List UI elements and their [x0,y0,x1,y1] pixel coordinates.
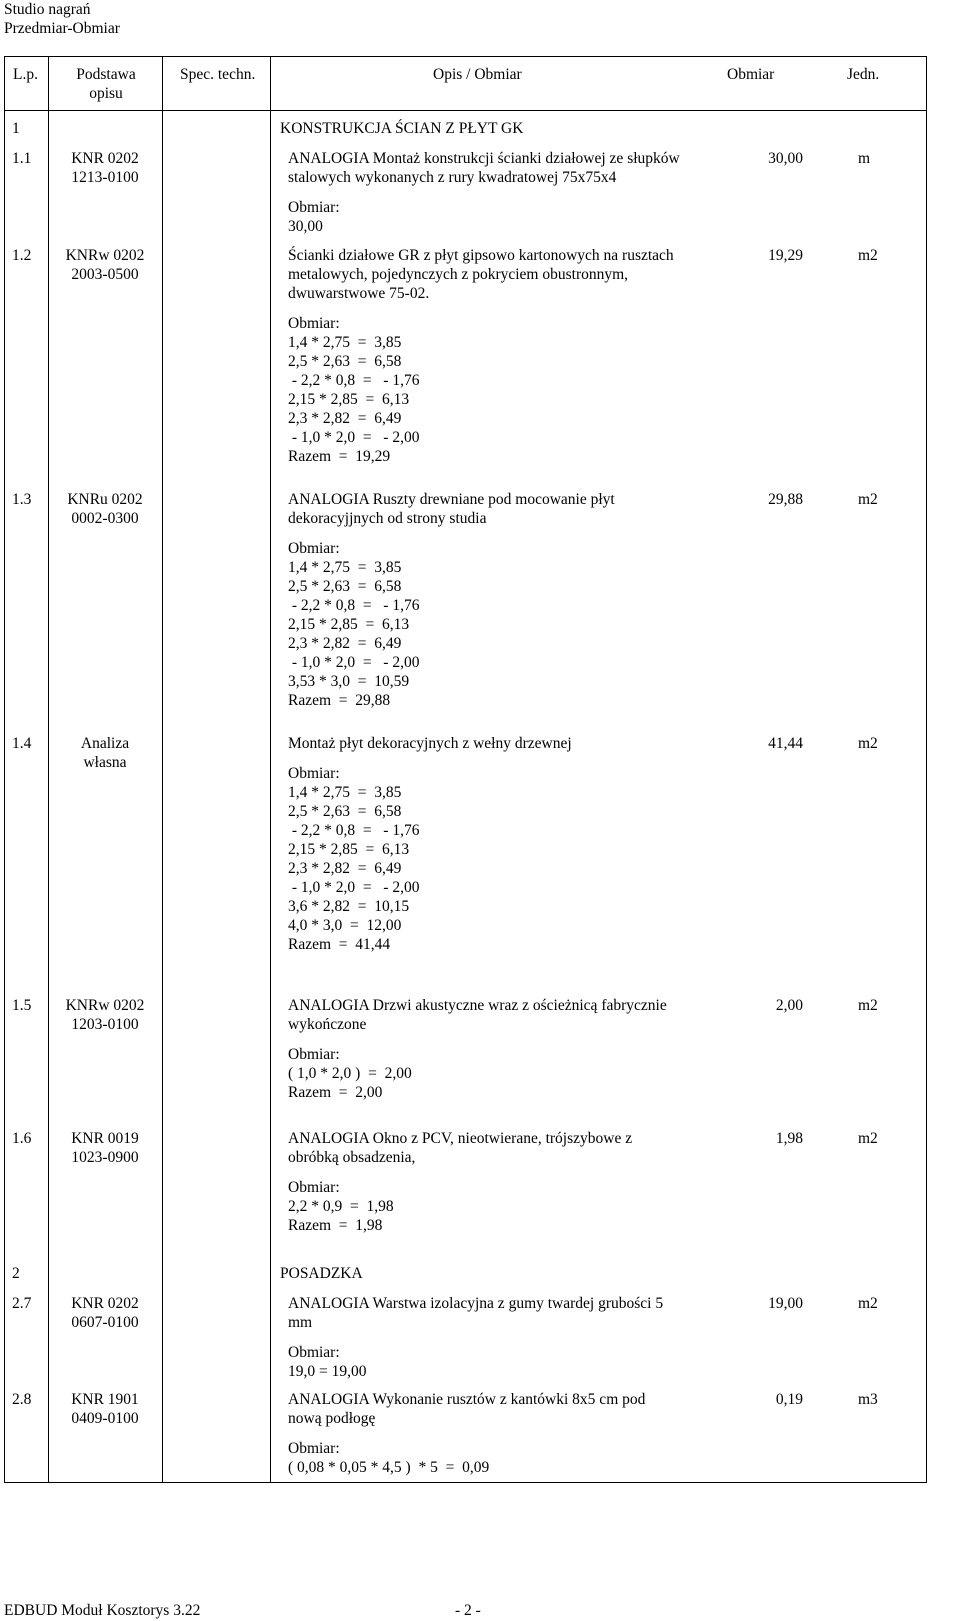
item-basis-code: KNRu 0202 [67,491,143,508]
measurement-line: 1,4 * 2,75 = 3,85 [288,334,402,351]
item-basis-number: 0002-0300 [71,510,139,527]
item-basis-code: KNRw 0202 [65,997,145,1014]
item-lp: 1.6 [12,1130,32,1147]
item-description: ANALOGIA Montaż konstrukcji ścianki działowej ze słupków stalowych wykonanych z rury kwadratowej 75x75x4 [288,150,680,186]
item-quantity: 19,00 [768,1295,803,1312]
item-basis-number: 0409-0100 [71,1410,139,1427]
measurement-line: 2,15 * 2,85 = 6,13 [288,391,410,408]
obmiar-label: Obmiar: [288,199,340,216]
item-lp: 1.3 [12,491,32,508]
col-header-unit: Jedn. [847,66,880,83]
measurement-line: Razem = 29,88 [288,692,391,709]
measurement-line: 2,3 * 2,82 = 6,49 [288,860,402,877]
measurement-line: 30,00 [288,218,323,235]
item-description: ANALOGIA Okno z PCV, nieotwierane, trójszybowe z obróbką obsadzenia, [288,1130,633,1166]
item-unit: m2 [858,1295,878,1312]
item-quantity: 2,00 [775,997,803,1014]
item-measurement [288,1045,412,1102]
item-basis-number: własna [83,754,127,771]
item-basis-code: KNR 0202 [71,1295,139,1312]
table-right-border [926,56,927,1483]
item-quantity: 19,29 [768,247,803,264]
measurement-line: 19,0 = 19,00 [288,1363,367,1380]
item-basis-code: KNRw 0202 [65,247,145,264]
section-number: 1 [12,120,20,137]
col-header-lp: L.p. [13,66,38,83]
measurement-line: Razem = 41,44 [288,936,391,953]
measurement-line: ( 1,0 * 2,0 ) = 2,00 [288,1065,412,1082]
section-title: POSADZKA [280,1265,363,1282]
measurement-line: 2,15 * 2,85 = 6,13 [288,841,410,858]
measurement-line: 3,6 * 2,82 = 10,15 [288,898,410,915]
item-basis-code: KNR 0202 [71,150,139,167]
item-description: ANALOGIA Drzwi akustyczne wraz z ościeżnicą fabrycznie wykończone [288,997,667,1033]
item-quantity: 0,19 [775,1391,803,1408]
item-lp: 1.4 [12,735,32,752]
obmiar-label: Obmiar: [288,1344,340,1361]
item-measurement [288,764,419,954]
measurement-line: 2,5 * 2,63 = 6,58 [288,803,402,820]
item-measurement [288,1439,489,1477]
col-header-spec: Spec. techn. [180,66,256,83]
item-basis-number: 1203-0100 [71,1016,139,1033]
item-measurement [288,539,419,710]
col-header-qty: Obmiar [727,66,775,83]
obmiar-label: Obmiar: [288,765,340,782]
item-description: Montaż płyt dekoracyjnych z wełny drzewnej [288,735,572,752]
column-divider [162,56,163,1483]
measurement-line: 1,4 * 2,75 = 3,85 [288,559,402,576]
footer-page-number: - 2 - [455,1602,481,1619]
measurement-line: Razem = 19,29 [288,448,391,465]
item-measurement [288,198,340,236]
col-header-basis: Podstawa [76,66,136,83]
item-measurement [288,1343,367,1381]
measurement-line: - 2,2 * 0,8 = - 1,76 [288,822,420,839]
measurement-line: - 2,2 * 0,8 = - 1,76 [288,372,420,389]
measurement-line: 2,3 * 2,82 = 6,49 [288,635,402,652]
measurement-line: - 1,0 * 2,0 = - 2,00 [288,429,420,446]
column-divider [270,56,271,1483]
table-top-border [4,56,926,57]
measurement-line: 1,4 * 2,75 = 3,85 [288,784,402,801]
item-lp: 1.5 [12,997,32,1014]
table-bottom-border [4,1482,926,1483]
column-divider [48,56,49,1483]
item-description: ANALOGIA Warstwa izolacyjna z gumy twardej grubości 5 mm [288,1295,664,1331]
obmiar-label: Obmiar: [288,1179,340,1196]
measurement-line: 3,53 * 3,0 = 10,59 [288,673,410,690]
table-left-border [4,56,5,1483]
item-unit: m2 [858,247,878,264]
section-number: 2 [12,1265,20,1282]
document-title: Przedmiar-Obmiar [4,20,120,37]
measurement-line: - 2,2 * 0,8 = - 1,76 [288,597,420,614]
obmiar-label: Obmiar: [288,1440,340,1457]
footer-software: EDBUD Moduł Kosztorys 3.22 [4,1602,201,1619]
measurement-line: ( 0,08 * 0,05 * 4,5 ) * 5 = 0,09 [288,1459,490,1476]
obmiar-label: Obmiar: [288,1046,340,1063]
item-basis-number: 1023-0900 [71,1149,139,1166]
item-description: ANALOGIA Wykonanie rusztów z kantówki 8x5 cm pod nową podłogę [288,1391,646,1427]
item-basis-code: KNR 0019 [71,1130,139,1147]
item-basis-number: 0607-0100 [71,1314,139,1331]
col-header-basis-line2: opisu [89,85,123,102]
measurement-line: - 1,0 * 2,0 = - 2,00 [288,879,420,896]
company-name: Studio nagrań [4,1,91,18]
col-header-desc: Opis / Obmiar [433,66,522,83]
measurement-line: 2,15 * 2,85 = 6,13 [288,616,410,633]
item-lp: 2.7 [12,1295,32,1312]
measurement-line: 2,2 * 0,9 = 1,98 [288,1198,394,1215]
measurement-line: Razem = 2,00 [288,1084,383,1101]
item-basis-number: 1213-0100 [71,169,139,186]
item-measurement [288,1178,394,1235]
item-unit: m2 [858,491,878,508]
header-bottom-border [4,110,926,111]
item-unit: m2 [858,1130,878,1147]
item-basis-number: 2003-0500 [71,266,139,283]
item-measurement [288,314,419,466]
measurement-line: 2,5 * 2,63 = 6,58 [288,353,402,370]
obmiar-label: Obmiar: [288,540,340,557]
item-lp: 2.8 [12,1391,32,1408]
section-title: KONSTRUKCJA ŚCIAN Z PŁYT GK [280,120,524,137]
measurement-line: - 1,0 * 2,0 = - 2,00 [288,654,420,671]
measurement-line: 4,0 * 3,0 = 12,00 [288,917,402,934]
item-quantity: 1,98 [775,1130,803,1147]
measurement-line: 2,3 * 2,82 = 6,49 [288,410,402,427]
item-unit: m2 [858,997,878,1014]
item-unit: m2 [858,735,878,752]
item-unit: m3 [858,1391,878,1408]
item-basis-code: Analiza [80,735,130,752]
item-lp: 1.1 [12,150,32,167]
item-unit: m [858,150,871,167]
obmiar-label: Obmiar: [288,315,340,332]
item-quantity: 41,44 [768,735,803,752]
item-description: ANALOGIA Ruszty drewniane pod mocowanie płyt dekoracyjjnych od strony studia [288,491,615,527]
measurement-line: 2,5 * 2,63 = 6,58 [288,578,402,595]
measurement-line: Razem = 1,98 [288,1217,383,1234]
item-lp: 1.2 [12,247,32,264]
item-quantity: 29,88 [768,491,803,508]
item-description: Ścianki działowe GR z płyt gipsowo kartonowych na rusztach metalowych, pojedynczych z pokryciem obustronnym, dwuwarstwowe 75-02. [288,247,674,302]
item-quantity: 30,00 [768,150,803,167]
item-basis-code: KNR 1901 [71,1391,139,1408]
